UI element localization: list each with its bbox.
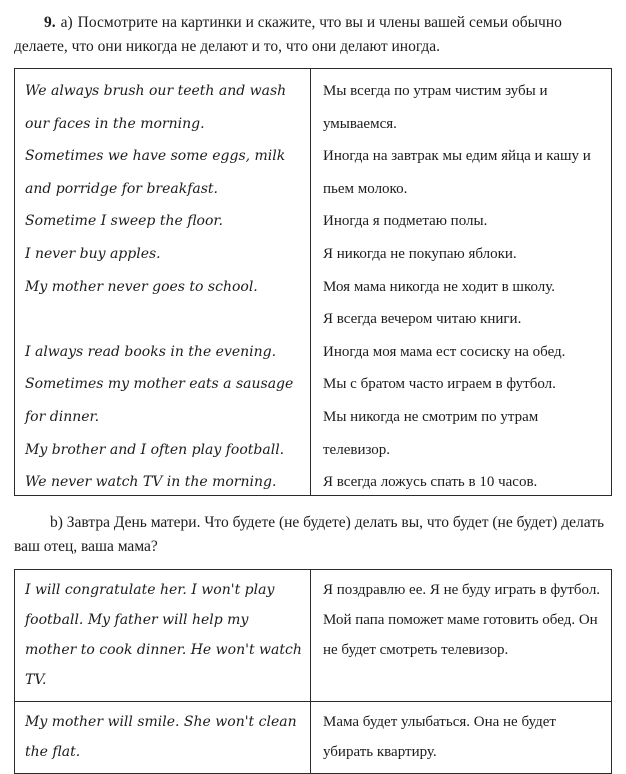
english-sentence: We never watch TV in the morning. (25, 474, 277, 491)
english-sentence: My brother and I often play football. (25, 441, 285, 458)
table-a-english-column (15, 69, 311, 495)
russian-sentence: Мы с братом часто играем в футбол. (323, 376, 556, 393)
textbook-page (0, 11, 626, 758)
russian-sentence: Мы всегда по утрам чистим зубы и умываемся. (323, 83, 548, 132)
table-b-row (15, 701, 611, 773)
english-sentence: I never buy apples. (25, 245, 161, 262)
exercise-number: 9. (44, 14, 56, 31)
russian-sentence: Моя мама никогда не ходит в школу. (323, 278, 556, 295)
part-a-label: а) (60, 14, 73, 31)
table-b-english-cell: My mother will smile. She won't clean the flat. (15, 702, 311, 773)
english-sentence: My mother never goes to school. (25, 278, 258, 295)
english-sentence: Sometimes we have some eggs, milk and porridge for breakfast. (25, 148, 286, 197)
english-sentence: I always read books in the evening. (25, 343, 277, 360)
english-sentence: We always brush our teeth and wash our faces in the morning. (25, 83, 287, 132)
english-sentence: Sometimes my mother eats a sausage for dinner. (25, 376, 294, 425)
russian-sentence: Мы никогда не смотрим по утрам телевизор. (323, 408, 539, 458)
russian-sentence: Я всегда вечером читаю книги. (323, 311, 522, 328)
russian-sentence: Я никогда не покупаю яблоки. (323, 245, 517, 262)
russian-sentence: Иногда моя мама ест сосиску на обед. (323, 343, 566, 360)
russian-sentence: Иногда на завтрак мы едим яйца и кашу и пьем молоко. (323, 148, 591, 197)
exercise-b-intro: b) Завтра День матери. Что будете (не будете) делать вы, что будет (не будет) делать ваш отец, ваша мама? (14, 514, 605, 555)
blank-line (25, 303, 304, 336)
table-b-row (15, 570, 611, 701)
table-a-russian-column (311, 69, 611, 495)
table-b-russian-cell: Я поздравлю ее. Я не буду играть в футбол. Мой папа поможет маме готовить обед. Он не будет смотреть телевизор. (323, 582, 601, 658)
exercise-b-table (14, 569, 612, 774)
exercise-a-table (14, 68, 612, 496)
exercise-a-intro (14, 11, 612, 59)
russian-sentence: Я всегда ложусь спать в 10 часов. (323, 474, 538, 491)
table-b-english-cell: I will congratulate her. I won't play football. My father will help my mother to cook dinner. He won't watch TV. (15, 570, 311, 701)
russian-sentence: Иногда я подметаю полы. (323, 213, 488, 230)
english-sentence: Sometime I sweep the floor. (25, 213, 224, 230)
table-b-russian-cell: Мама будет улыбаться. Она не будет убирать квартиру. (323, 714, 556, 760)
part-a-text: Посмотрите на картинки и скажите, что вы и члены вашей семьи обычно делаете, что они никогда не делают и то, что они делают иногда. (14, 14, 562, 55)
